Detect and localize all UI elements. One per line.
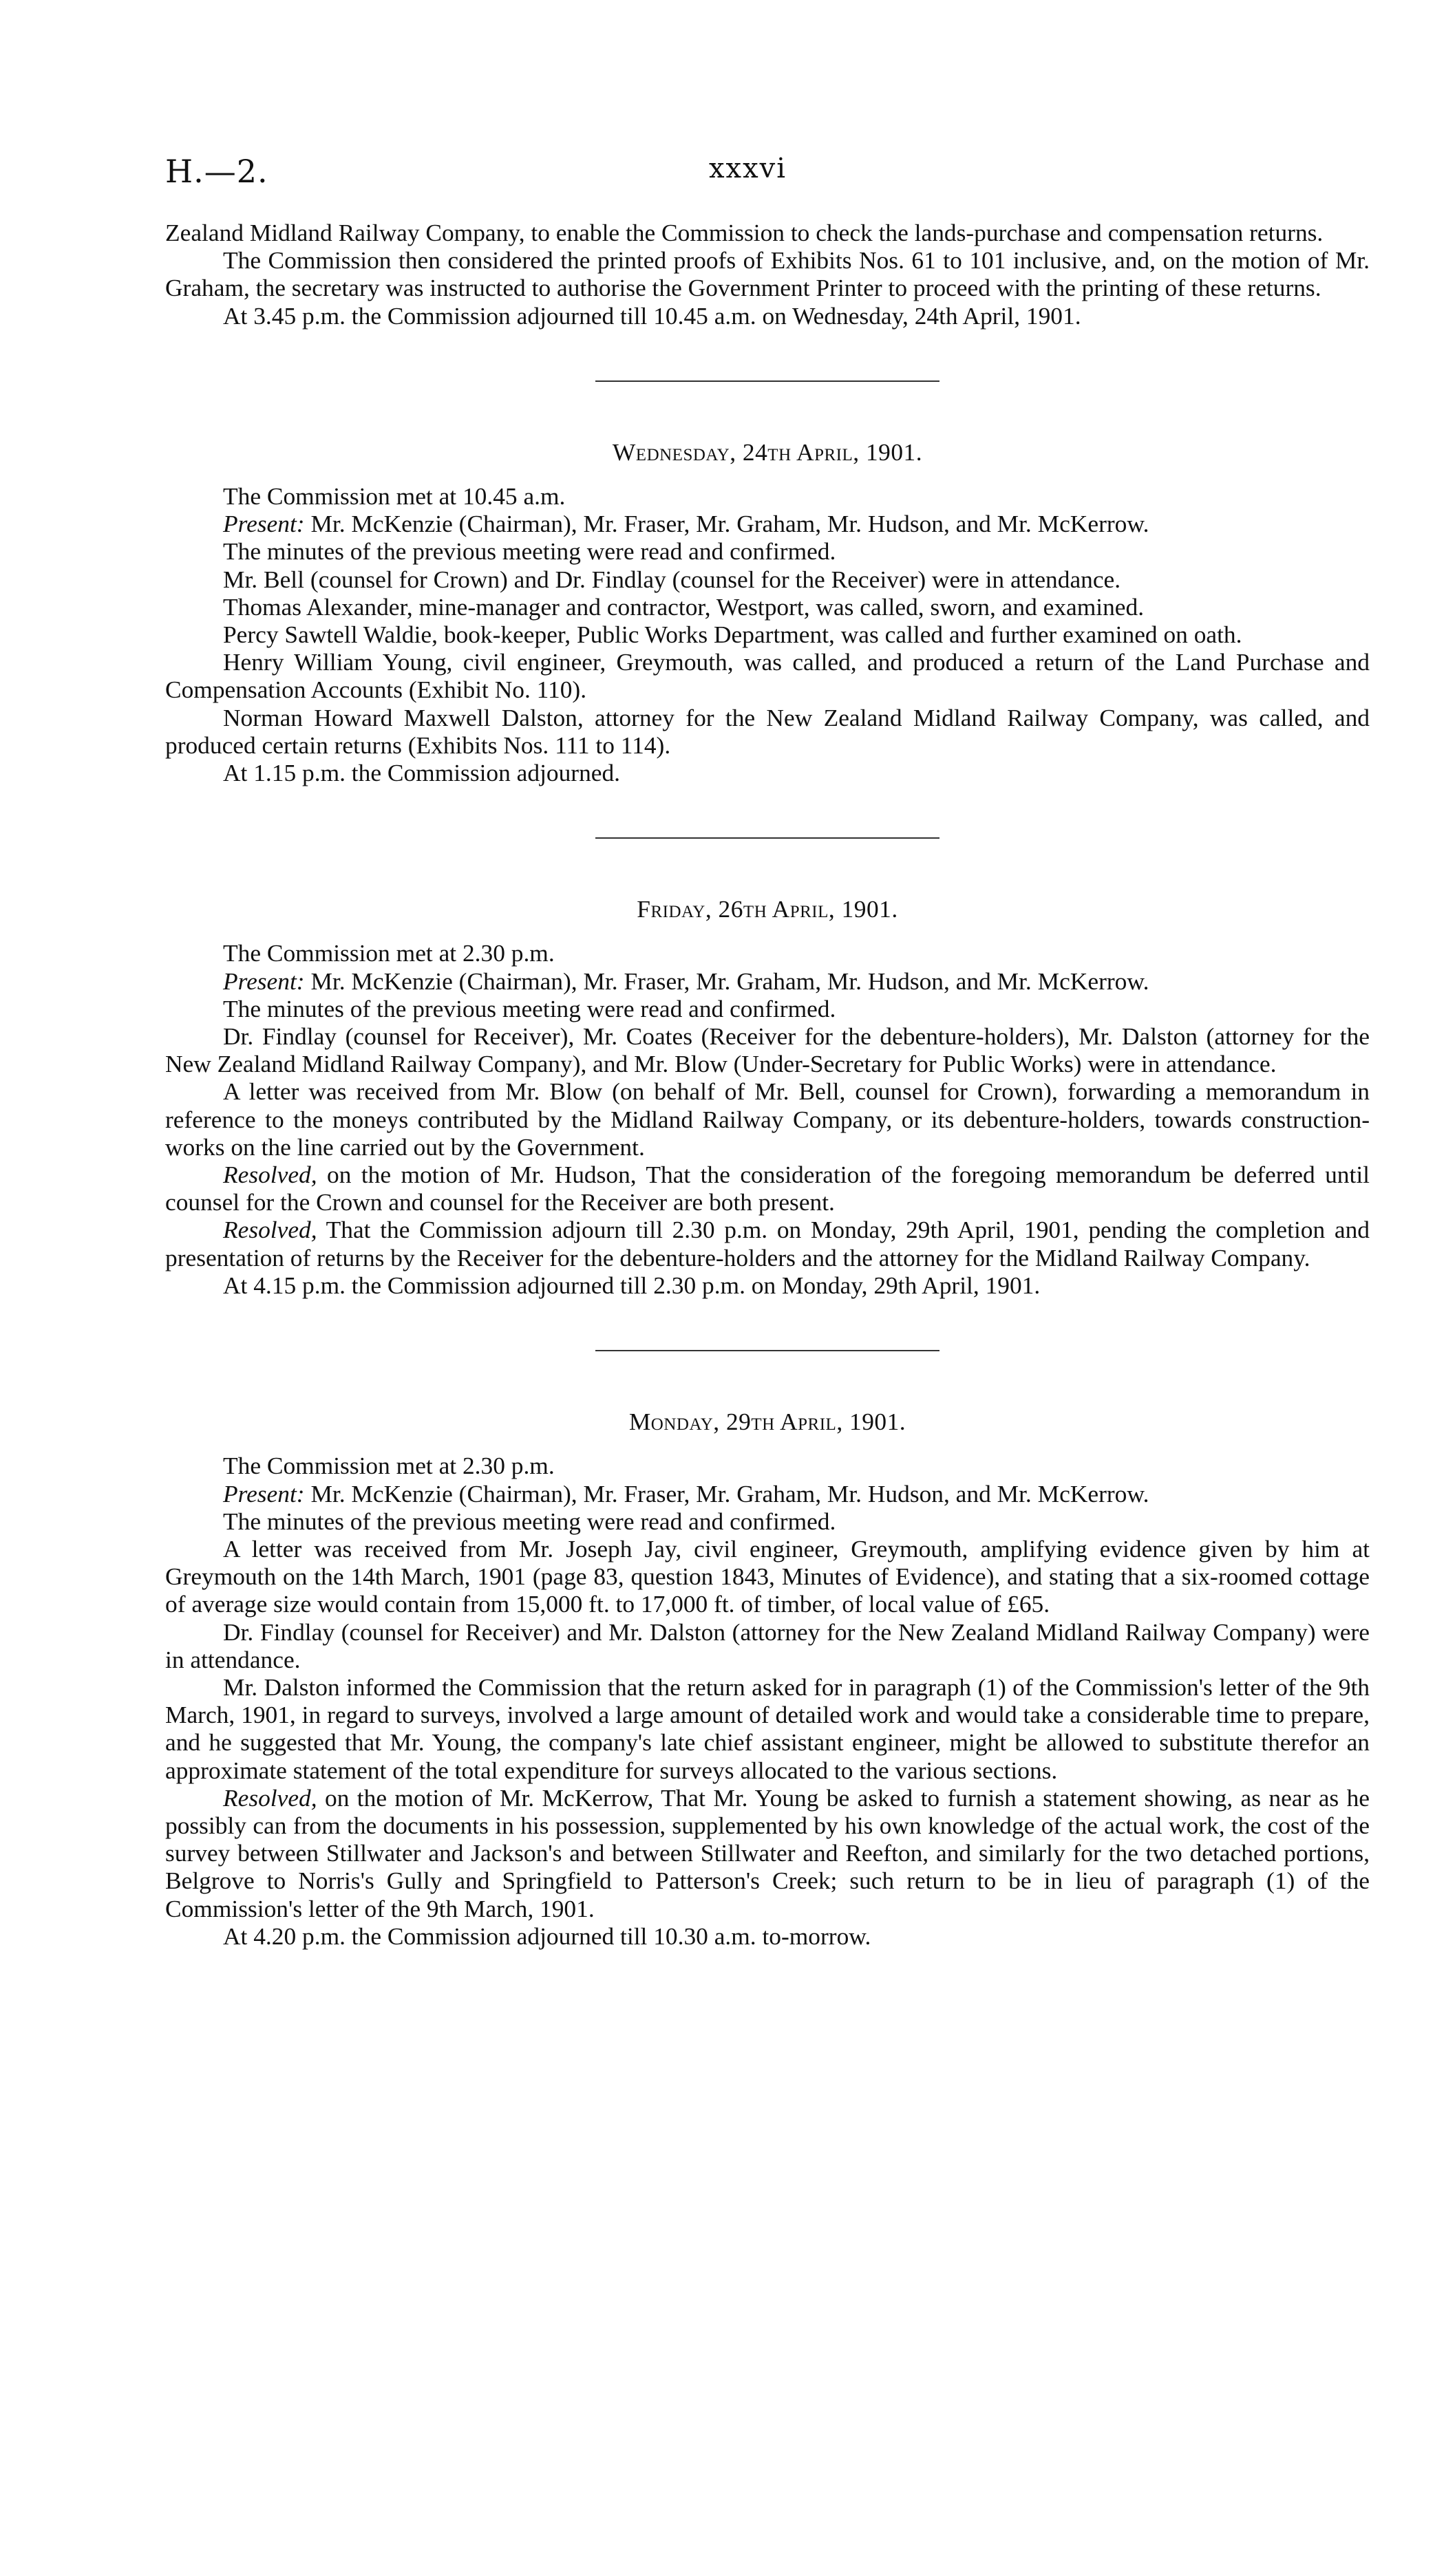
monday-minutes: The minutes of the previous meeting were read and confirmed. [223,1507,836,1535]
page-number: xxxvi [709,153,787,184]
friday-minutes: The minutes of the previous meeting were read and confirmed. [223,994,836,1022]
wednesday-met: The Commission met at 10.45 a.m. [223,482,566,511]
wednesday-witness-young: Henry William Young, civil engineer, Greymouth, was called, and produced a return of the Land Purchase and Compensation Accounts (Exhibit No. 110). [165,648,1370,704]
friday-resolution-1 [165,1161,1370,1216]
wednesday-adjourned: At 1.15 p.m. the Commission adjourned. [223,759,621,787]
friday-letter: A letter was received from Mr. Blow (on behalf of Mr. Bell, counsel for Crown), forwarding a memorandum in reference to the moneys contributed by the Midland Railway Company, or its debenture-holders, towards construction-works on the line carried out by the Government. [165,1077,1370,1161]
friday-adjourned: At 4.15 p.m. the Commission adjourned till 2.30 p.m. on Monday, 29th April, 1901. [223,1271,1041,1299]
wednesday-attendance: Mr. Bell (counsel for Crown) and Dr. Findlay (counsel for the Receiver) were in attendance. [223,565,1121,593]
wednesday-witness-waldie: Percy Sawtell Waldie, book-keeper, Public Works Department, was called and further examined on oath. [223,621,1242,649]
present-list: Mr. McKenzie (Chairman), Mr. Fraser, Mr. Graham, Mr. Hudson, and Mr. McKerrow. [304,1479,1149,1507]
monday-letter: A letter was received from Mr. Joseph Jay, civil engineer, Greymouth, amplifying evidence given by him at Greymouth on the 14th March, 1901 (page 83, question 1843, Minutes of Evidence), and stating that a six-roomed cottage of average size would contain from 15,000 ft. to 17,000 ft. of timber, of local value of £65. [165,1534,1370,1618]
resolved-label: Resolved, [223,1216,317,1244]
wednesday-minutes: The minutes of the previous meeting were read and confirmed. [223,537,836,566]
present-label: Present: [223,967,305,995]
resolved-label: Resolved, [223,1783,317,1812]
wednesday-present [165,510,1370,537]
monday-present [165,1480,1370,1507]
monday-attendance: Dr. Findlay (counsel for Receiver) and Mr. Dalston (attorney for the New Zealand Midland Railway Company) were in attendance. [165,1618,1370,1673]
section-divider [595,1350,939,1351]
intro-paragraph-2: The Commission then considered the printed proofs of Exhibits Nos. 61 to 101 inclusive, and, on the motion of Mr. Graham, the secretary was instructed to authorise the Government Printer to proceed with the printing of these returns. [165,246,1370,302]
monday-adjourned: At 4.20 p.m. the Commission adjourned till 10.30 a.m. to-morrow. [223,1922,871,1950]
present-list: Mr. McKenzie (Chairman), Mr. Fraser, Mr. Graham, Mr. Hudson, and Mr. McKerrow. [304,967,1149,995]
monday-met: The Commission met at 2.30 p.m. [223,1452,555,1480]
resolution-text: on the motion of Mr. McKerrow, That Mr. Young be asked to furnish a statement showing, as near as he possibly can from the documents in his possession, supplemented by his own knowledge of the actual work, the cost of the survey between Stillwater and Jackson's and between Stillwater and Reefton, and similarly for the two detached portions, Belgrove to Norris's Gully and Springfield to Patterson's Creek; such return to be in lieu of paragraph (1) of the Commission's letter of the 9th March, 1901. [165,1783,1370,1922]
section-divider [595,837,939,839]
intro-paragraph-1: Zealand Midland Railway Company, to enable the Commission to check the lands-purchase and compensation returns. [165,219,1324,246]
monday-resolution [165,1784,1370,1922]
wednesday-heading: Wednesday, 24th April, 1901. [612,438,923,466]
monday-dalston-statement: Mr. Dalston informed the Commission that the return asked for in paragraph (1) of the Commission's letter of the 9th March, 1901, in regard to surveys, involved a large amount of detailed work and would take a considerable time to prepare, and he suggested that Mr. Young, the company's late chief assistant engineer, might be allowed to substitute therefor an approximate statement of the total expenditure for surveys allocated to the various sections. [165,1673,1370,1784]
resolution-text: That the Commission adjourn till 2.30 p.m. on Monday, 29th April, 1901, pending the completion and presentation of returns by the Receiver for the debenture-holders and the attorney for the Midland Railway Company. [165,1216,1370,1271]
wednesday-witness-alexander: Thomas Alexander, mine-manager and contractor, Westport, was called, sworn, and examined. [223,592,1145,621]
wednesday-witness-dalston: Norman Howard Maxwell Dalston, attorney for the New Zealand Midland Railway Company, was called, and produced certain returns (Exhibits Nos. 111 to 114). [165,703,1370,759]
present-label: Present: [223,510,305,538]
present-label: Present: [223,1479,305,1507]
friday-heading: Friday, 26th April, 1901. [637,895,898,923]
present-list: Mr. McKenzie (Chairman), Mr. Fraser, Mr. Graham, Mr. Hudson, and Mr. McKerrow. [304,510,1149,538]
monday-heading: Monday, 29th April, 1901. [628,1408,906,1436]
page-reference: H.—2. [165,153,268,190]
friday-present [165,967,1370,995]
friday-met: The Commission met at 2.30 p.m. [223,939,555,967]
friday-resolution-2 [165,1216,1370,1271]
friday-attendance: Dr. Findlay (counsel for Receiver), Mr. Coates (Receiver for the debenture-holders), Mr. Dalston (attorney for the New Zealand Midland Railway Company), and Mr. Blow (Under-Secretary for Public Works) were in attendance. [165,1022,1370,1078]
resolved-label: Resolved, [223,1161,317,1189]
document-body [165,219,1370,1950]
resolution-text: on the motion of Mr. Hudson, That the consideration of the foregoing memorandum be deferred until counsel for the Crown and counsel for the Receiver are both present. [165,1161,1370,1216]
section-divider [595,380,939,382]
intro-paragraph-3: At 3.45 p.m. the Commission adjourned till 10.45 a.m. on Wednesday, 24th April, 1901. [223,301,1081,330]
